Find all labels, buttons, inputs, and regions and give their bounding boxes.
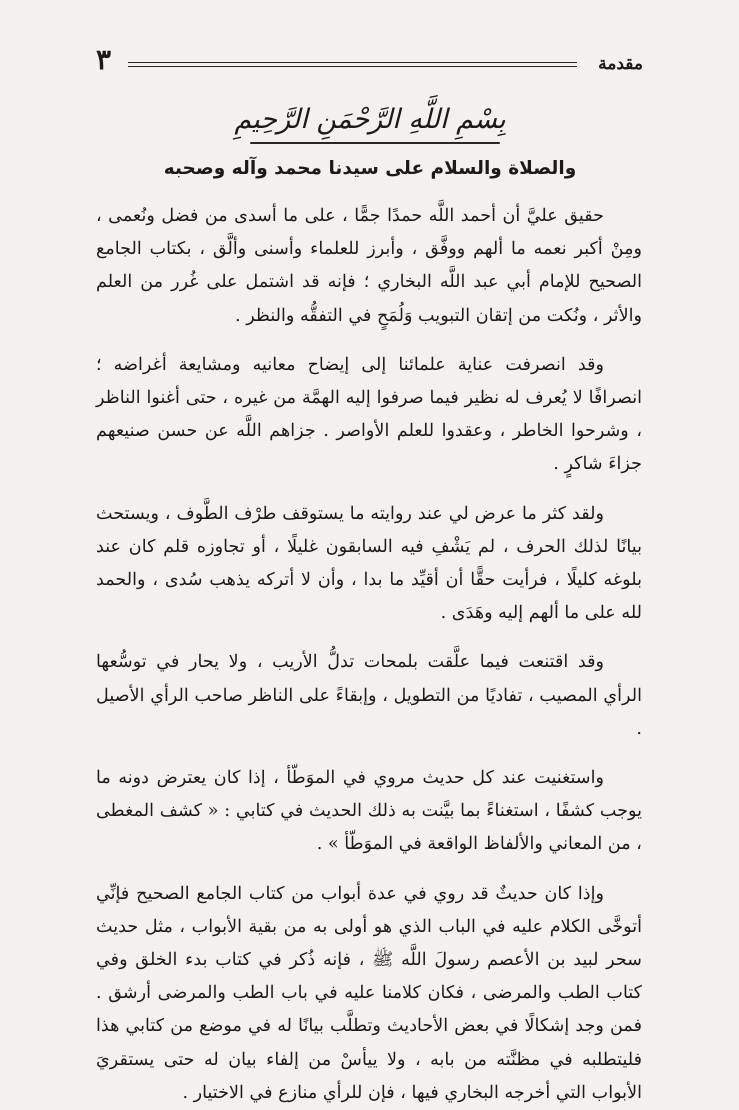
paragraph: وقد اقتنعت فيما علَّقت بلمحات تدلُّ الأريب ، ولا يحار في توسُّعها الرأي المصيب ، تفاديًا من التطويل ، وإبقاءً على الناظر صاحب الرأي الأصيل . [96,652,642,739]
running-header [96,43,643,80]
salutation-heading: والصلاة والسلام على سيدنا محمد وآله وصحبه [163,158,577,179]
paragraph: حقيق عليَّ أن أحمد اللَّه حمدًا جمًّا ، على ما أسدى من فضل ونُعمى ، ومِنْ أكبر نعمه ما ألهم ووفَّق ، وأبرز للعلماء وأسنى وألَّق ، بكتاب الجامع الصحيح للإمام أبي عبد اللَّه البخاري ؛ فإنه قد اشتمل على غُرر من العلم والأثر ، ونُكت من إتقان التبويب وَلُمَحٍ في التفقُّه والنظر . [96,206,642,326]
basmala-flourish [250,142,500,144]
header-rule [128,66,577,67]
paragraph: ولقد كثر ما عرض لي عند روايته ما يستوقف طرْف الطَّوف ، ويستحث بيانًا لذلك الحرف ، لم يَشْفِ فيه السابقون غليلًا ، أو تجاوزه قلم كان عند بلوغه كليلًا ، فرأيت حقًّا أن أقيِّد ما بدا ، وأن لا أتركه يذهب سُدى ، والحمد لله على ما ألهم إليه وهَدَى . [96,503,642,624]
running-title: مقدمة [598,54,643,74]
paragraph: واستغنيت عند كل حديث مروي في الموَطّأ ، إذا كان يعترض دونه ما يوجب كشفًا ، استغناءً بما بيَّنت به ذلك الحديث في كتابي : « كشف المغطى ، من المعاني والألفاظ الواقعة في الموَطّأ » . [96,768,642,855]
basmala [230,100,510,150]
paragraph: وقد انصرفت عناية علمائنا إلى إيضاح معانيه ومشايعة أغراضه ؛ انصرافًا لا يُعرف له نظير فيما صرفوا إليه الهمَّة من غيره ، حتى أغنوا الناظر ، وشرحوا الخاطر ، وعقدوا للعلم الأواصر . جزاهم اللَّه عن حسن صنيعهم جزاءَ شاكرٍ . [96,354,642,475]
body-text [96,200,642,1110]
basmala-text: بِسْمِ اللَّهِ الرَّحْمَنِ الرَّحِيمِ [234,104,506,135]
header-rule [128,62,577,63]
page-number: ٣ [96,43,112,76]
paragraph: وإذا كان حديثٌ قد روي في عدة أبواب من كتاب الجامع الصحيح فإنِّي أتوخَّى الكلام عليه في الباب الذي هو أولى به من بقية الأبواب ، مثل حديث سحر لبيد بن الأعصم رسولَ اللَّه ﷺ ، فإنه ذُكر في كتاب بدء الخلق وفي كتاب الطب والمرضى ، فكان كلامنا عليه في باب الطب والمرضى أرشق . فمن وجد إشكالًا في بعض الأحاديث وتطلَّب بيانًا له في موضع من كتابي هذا فليتطلبه في مظنَّته من بابه ، ولا ييأسْ من إلفاء بيان له حتى يستقريَ الأبواب التي أخرجه البخاري فيها ، فإن للرأي منازع في الاختيار . [96,883,642,1103]
